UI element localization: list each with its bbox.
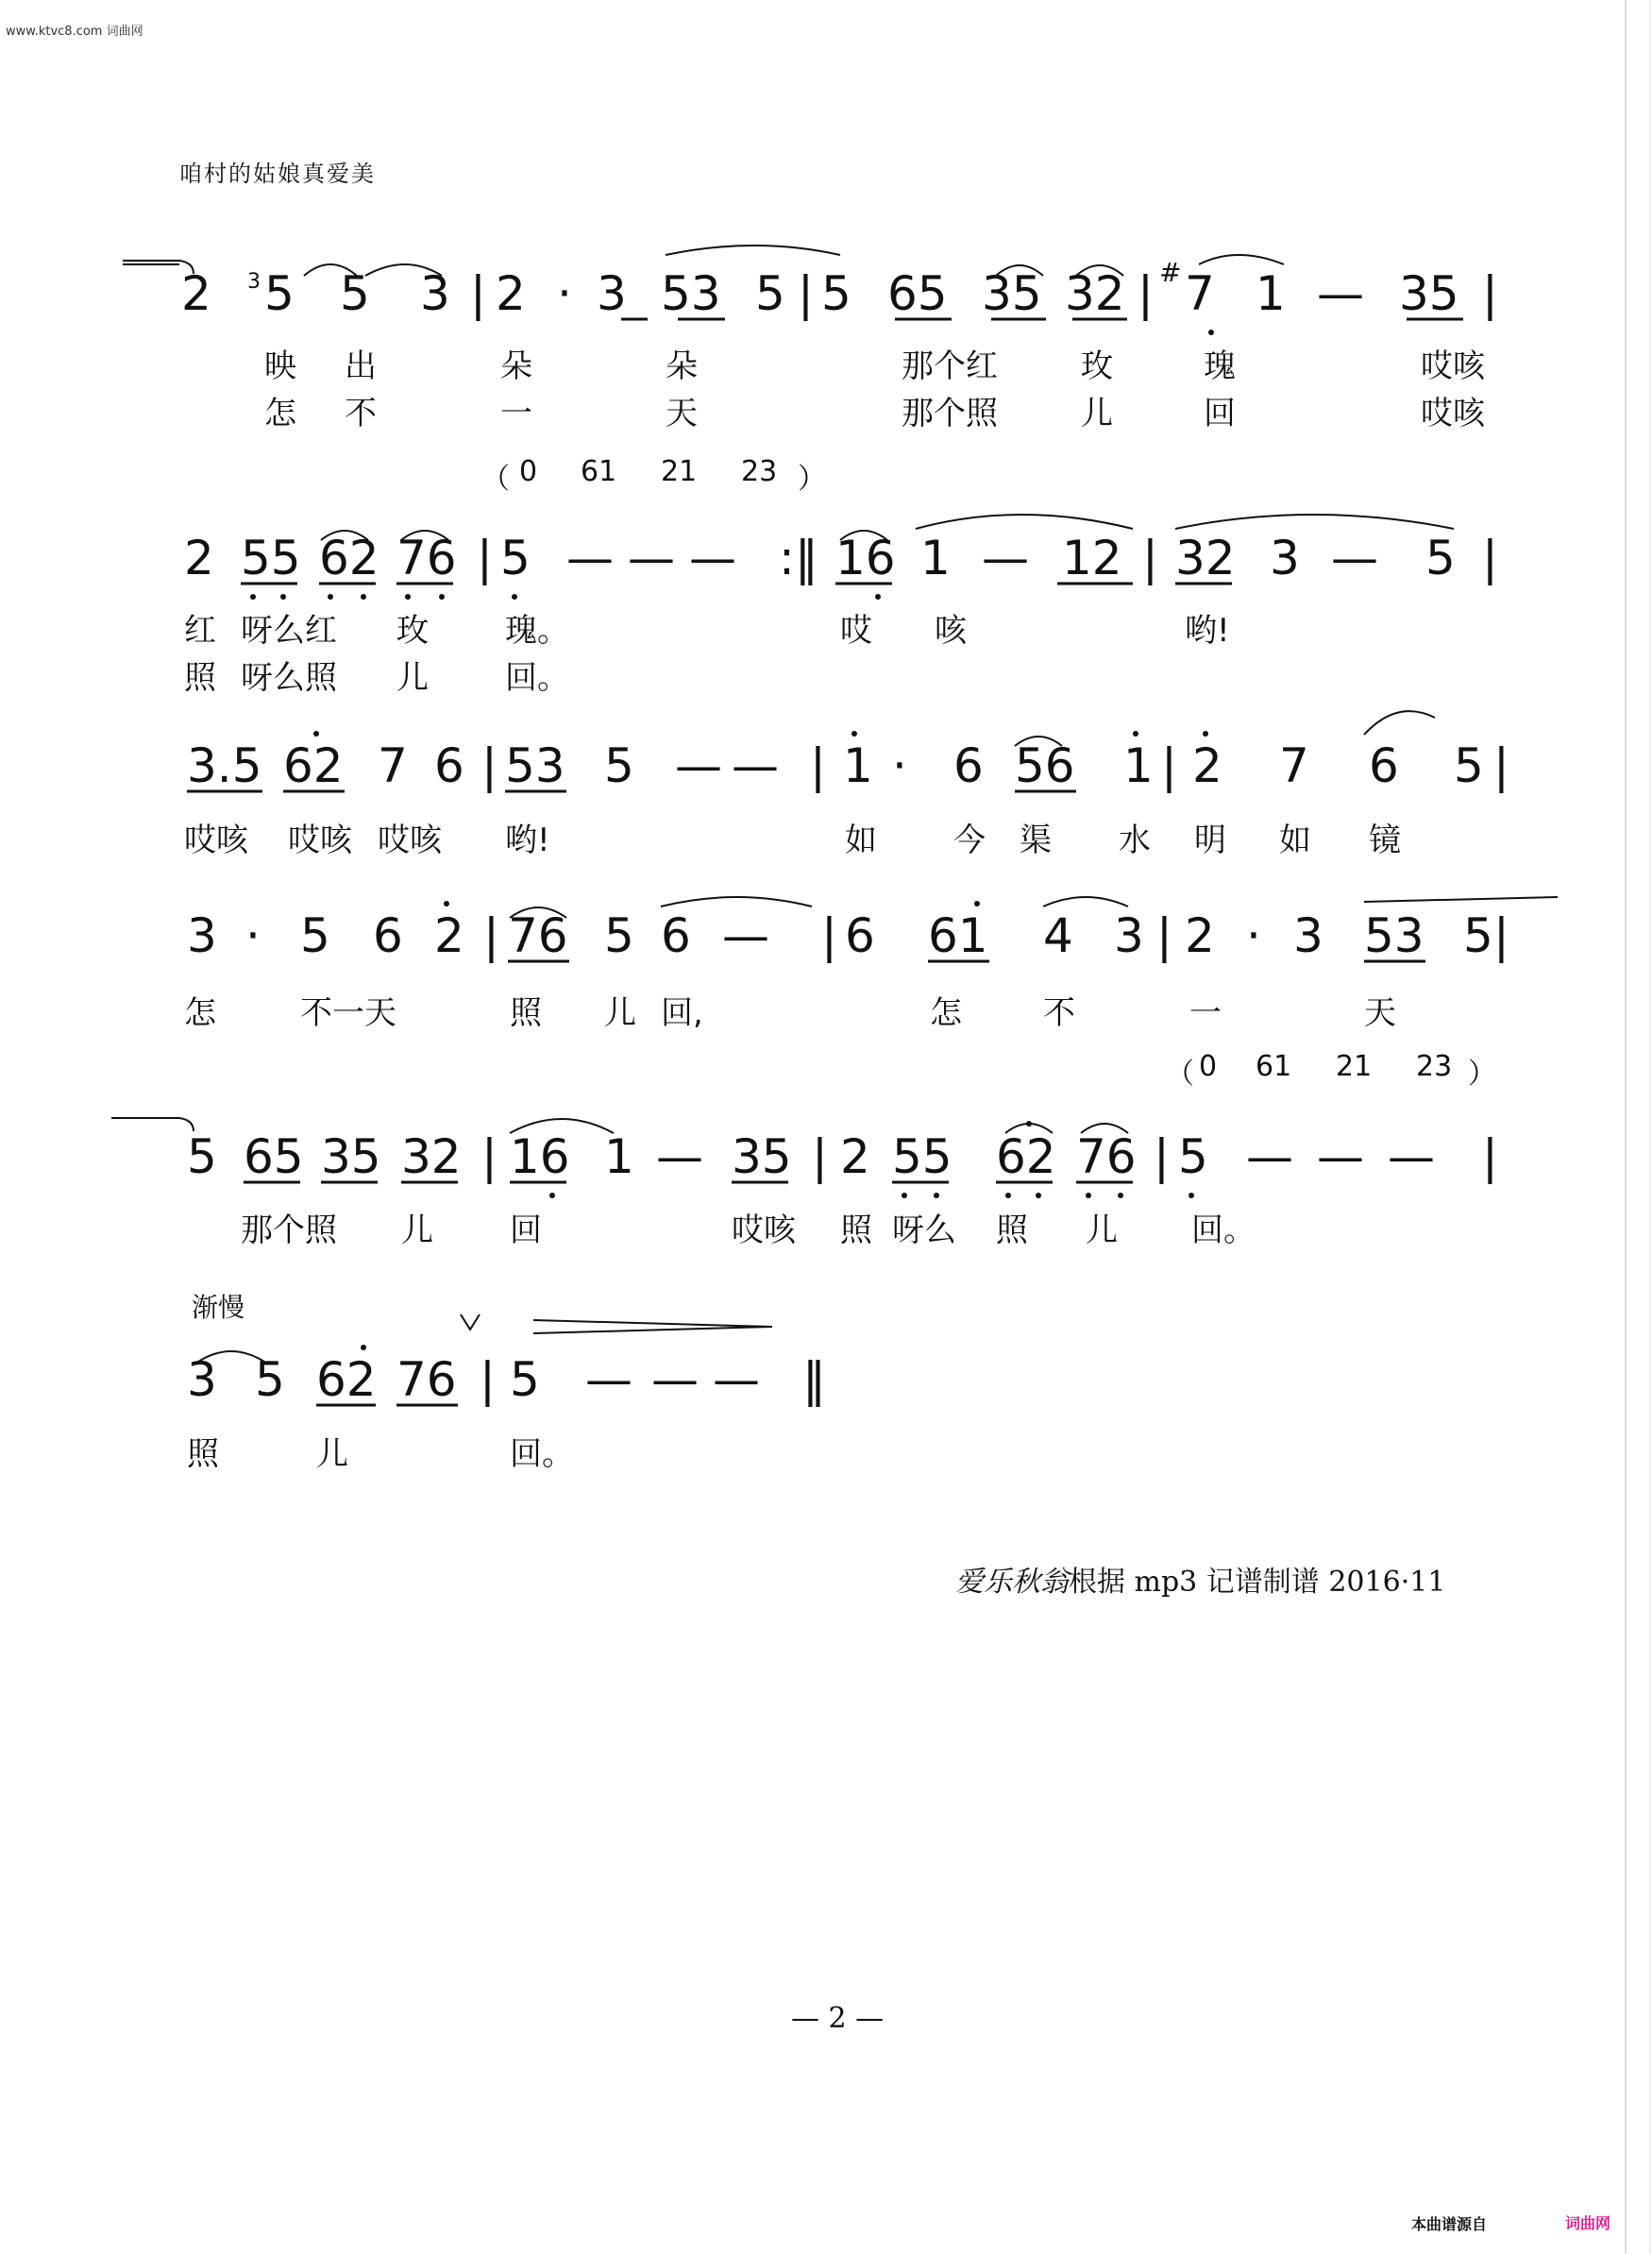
credit-text: 根据 mp3 记谱制谱 2016·11	[1069, 1566, 1446, 1599]
dot: ·	[1246, 908, 1261, 963]
lyric: 回。	[505, 659, 569, 697]
dash: —	[713, 1352, 760, 1407]
intro-note: 21	[1336, 1050, 1373, 1083]
note: 5	[264, 266, 295, 321]
footer-brand-logo[interactable]: 词曲网	[1565, 2214, 1611, 2232]
dash: —	[722, 908, 769, 963]
dash: —	[1331, 531, 1378, 585]
paren: ）	[1468, 1058, 1496, 1091]
bar-line: |	[798, 266, 814, 321]
note: 53	[505, 738, 565, 793]
note: 4	[1043, 908, 1073, 963]
note: 32	[1065, 266, 1125, 321]
note: 2	[184, 531, 214, 585]
paren: ）	[798, 463, 826, 496]
lyric: 咳	[935, 612, 967, 650]
bar-line: |	[1161, 738, 1177, 793]
bar-line: |	[1142, 531, 1158, 585]
lyric: 回	[510, 1212, 542, 1249]
dash: —	[566, 531, 614, 585]
transcriber-name: 爱乐秋翁	[955, 1566, 1069, 1599]
dash: —	[675, 738, 722, 793]
lyric: 一	[500, 395, 532, 432]
note: 32	[1175, 531, 1236, 585]
note: 53	[661, 266, 721, 321]
lyric: 一	[1189, 994, 1222, 1032]
note: 3	[597, 266, 627, 321]
bar-line: |	[821, 908, 837, 963]
note: 5	[187, 1129, 217, 1184]
lyric: 呀么	[892, 1212, 956, 1249]
note: 35	[321, 1129, 381, 1184]
note: 7	[378, 738, 408, 793]
note: 55	[892, 1129, 952, 1184]
lyric: 儿	[604, 994, 636, 1032]
note: 5	[1425, 531, 1456, 585]
note: 76	[396, 531, 457, 585]
note: 1	[843, 738, 873, 793]
lyric: 回,	[661, 994, 703, 1032]
page-number: — 2 —	[791, 2002, 885, 2035]
lyric: 哟!	[505, 822, 550, 859]
intro-note: 0	[1199, 1050, 1218, 1083]
repeat-sign: :‖	[779, 531, 818, 585]
bar-line: |	[470, 266, 486, 321]
bar-line: |	[810, 738, 826, 793]
lyric: 哎咳	[184, 822, 248, 859]
bar-line: |	[480, 1352, 496, 1407]
note: 3	[1293, 908, 1323, 963]
dash: —	[982, 531, 1029, 585]
bar-line: |	[477, 531, 493, 585]
tempo-marking: 渐慢	[192, 1292, 245, 1323]
lyric: 呀么红	[241, 612, 337, 650]
footer-source: 本曲谱源自	[1411, 2215, 1488, 2233]
lyric: 今	[953, 822, 986, 859]
note: 5	[255, 1352, 285, 1407]
lyric: 回。	[1191, 1212, 1256, 1249]
note: 5	[604, 908, 634, 963]
lyric: 照	[184, 659, 216, 697]
note: 1	[604, 1129, 634, 1184]
lyric: 明	[1194, 822, 1226, 859]
note: 5	[340, 266, 370, 321]
note: 3.5	[187, 738, 262, 793]
intro-note: 61	[1256, 1050, 1292, 1083]
lyric: 照	[510, 994, 542, 1032]
lyric: 出	[345, 347, 377, 385]
sharp-sign: #	[1159, 257, 1182, 288]
note: 53	[1364, 908, 1424, 963]
lyric: 瑰	[1204, 347, 1236, 385]
note: 62	[283, 738, 344, 793]
lyric: 怎	[184, 994, 216, 1032]
note: 3	[1114, 908, 1144, 963]
dash: —	[732, 738, 779, 793]
note: 76	[1076, 1129, 1137, 1184]
note: 3	[420, 266, 450, 321]
note: 3	[1270, 531, 1300, 585]
bar-line: |	[1493, 738, 1509, 793]
intro-note: 0	[519, 455, 538, 488]
dash: —	[651, 1352, 699, 1407]
lyric: 镜	[1369, 822, 1401, 859]
bar-line: |	[1138, 266, 1154, 321]
site-watermark: www.ktvc8.com 词曲网	[6, 25, 143, 39]
lyric: 哎咳	[288, 822, 352, 859]
lyric: 瑰。	[505, 612, 569, 650]
dash: —	[585, 1352, 632, 1407]
lyric: 红	[184, 612, 216, 650]
note: 5	[300, 908, 330, 963]
lyric: 儿	[316, 1435, 348, 1473]
bar-line: |	[812, 1129, 828, 1184]
paren: （	[1166, 1058, 1194, 1091]
dot: ·	[892, 738, 907, 793]
note: 2	[434, 908, 464, 963]
note: 12	[1062, 531, 1122, 585]
lyric: 渠	[1020, 822, 1052, 859]
lyric: 水	[1119, 822, 1151, 859]
bar-line: |	[1482, 1129, 1498, 1184]
bar-line: |	[481, 738, 497, 793]
note: 61	[928, 908, 988, 963]
intro-note: 23	[741, 455, 778, 488]
paren: （	[481, 463, 510, 496]
note: 1	[920, 531, 951, 585]
lyric: 呀么照	[241, 659, 337, 697]
note: 2	[1185, 908, 1215, 963]
note: 6	[845, 908, 875, 963]
note: 5	[1178, 1129, 1208, 1184]
dash: —	[1317, 1129, 1364, 1184]
lyric: 不一天	[300, 994, 396, 1032]
note: 1	[1123, 738, 1154, 793]
note: 62	[319, 531, 379, 585]
lyric: 哎咳	[732, 1212, 796, 1249]
lyric: 照	[996, 1212, 1028, 1249]
lyric: 那个红	[902, 347, 998, 385]
bar-line: |	[1482, 531, 1498, 585]
note: 2	[1192, 738, 1222, 793]
note: 16	[510, 1129, 570, 1184]
note: 55	[241, 531, 301, 585]
dash: —	[1317, 266, 1364, 321]
lyric: 哎	[840, 612, 872, 650]
lyric: 怎	[930, 994, 962, 1032]
lyric: 朵	[500, 347, 532, 385]
lyric: 玫	[396, 612, 429, 650]
lyric: 儿	[396, 659, 429, 697]
note: 6	[1369, 738, 1399, 793]
note: 35	[1399, 266, 1459, 321]
lyric: 儿	[1081, 395, 1113, 432]
transcriber-credit	[955, 1558, 1445, 1600]
note: 35	[732, 1129, 792, 1184]
intro-note: 61	[581, 455, 617, 488]
bar-line: |	[483, 908, 499, 963]
note: 1	[1256, 266, 1286, 321]
lyric: 哟!	[1185, 612, 1230, 650]
lyric: 天	[666, 395, 698, 432]
note: 2	[181, 266, 211, 321]
note: 76	[508, 908, 568, 963]
lyric: 朵	[666, 347, 698, 385]
lyric: 哎咳	[1421, 395, 1485, 432]
lyric: 那个照	[241, 1212, 337, 1249]
lyric: 那个照	[902, 395, 998, 432]
note: 6	[373, 908, 403, 963]
intro-note: 21	[661, 455, 698, 488]
note: 2	[840, 1129, 870, 1184]
lyric: 映	[264, 347, 296, 385]
dash: —	[689, 531, 736, 585]
lyric: 不	[345, 395, 377, 432]
note: 65	[887, 266, 948, 321]
note: 6	[953, 738, 984, 793]
note: 32	[401, 1129, 462, 1184]
bar-line: |	[1156, 908, 1172, 963]
grace-note: 3	[247, 270, 261, 294]
bar-line: |	[481, 1129, 497, 1184]
note: 2	[496, 266, 526, 321]
lyric: 如	[845, 822, 877, 859]
note: 5	[1463, 908, 1493, 963]
lyric: 照	[187, 1435, 219, 1473]
final-bar: ‖	[802, 1352, 826, 1407]
dash: —	[1388, 1129, 1435, 1184]
bar-line: |	[1493, 908, 1509, 963]
note: 5	[755, 266, 785, 321]
note: 3	[187, 908, 217, 963]
note: 5	[604, 738, 634, 793]
lyric: 照	[840, 1212, 872, 1249]
lyric: 如	[1279, 822, 1311, 859]
system-6-lyrics-1	[0, 1428, 1652, 1473]
bar-line: |	[1154, 1129, 1170, 1184]
lyric: 儿	[401, 1212, 433, 1249]
note: 7	[1185, 266, 1215, 321]
lyric: 不	[1043, 994, 1075, 1032]
dash: —	[628, 531, 675, 585]
dash: —	[656, 1129, 703, 1184]
dot: ·	[245, 908, 261, 963]
lyric: 回。	[510, 1435, 574, 1473]
note: 5	[1454, 738, 1484, 793]
note: 7	[1279, 738, 1309, 793]
lyric: 哎咳	[378, 822, 442, 859]
intro-note: 23	[1416, 1050, 1453, 1083]
lyric: 怎	[264, 395, 296, 432]
lyric: 哎咳	[1421, 347, 1485, 385]
note: 6	[661, 908, 691, 963]
note: 62	[316, 1352, 377, 1407]
lyric: 天	[1364, 994, 1396, 1032]
dash: —	[1246, 1129, 1293, 1184]
note: 76	[396, 1352, 457, 1407]
note: 16	[835, 531, 896, 585]
lyric: 玫	[1081, 347, 1113, 385]
song-title: 咱村的姑娘真爱美	[179, 161, 376, 187]
bar-line: |	[1482, 266, 1498, 321]
note: 3	[187, 1352, 217, 1407]
lyric: 儿	[1086, 1212, 1118, 1249]
note: 5	[510, 1352, 540, 1407]
note: 5	[821, 266, 851, 321]
note: 62	[996, 1129, 1056, 1184]
note: 35	[982, 266, 1042, 321]
note: 56	[1015, 738, 1075, 793]
note: 65	[244, 1129, 304, 1184]
note: 5	[500, 531, 531, 585]
system-6-notes	[0, 1352, 1652, 1418]
note: 6	[434, 738, 464, 793]
lyric: 回	[1204, 395, 1236, 432]
dot: ·	[557, 266, 572, 321]
